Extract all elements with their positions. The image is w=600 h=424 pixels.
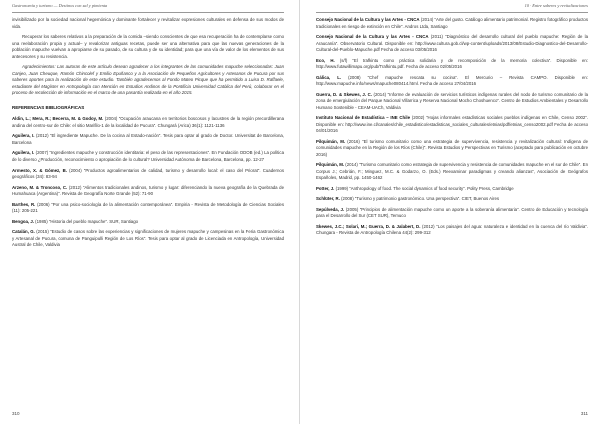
reference-authors: Armesto, X. & Gómez, B. [12, 167, 67, 173]
reference-text: (2015) “Estudio de casos sobre las experiencias y significaciones de mujeres mapuche y campesinas en la Feria Gastronómica y Artesanal de Pucura, comuna de Panguipulli Región de Los Ríos”. Tesis para optar al grado de Licenciada en Antropología, Universidad Austral de Chile, Valdivia [12, 229, 284, 248]
references-heading: REFERENCIAS BIBLIOGRÁFICAS [12, 104, 85, 110]
reference-text: (2014) “Arte del gusto. Catálogo alimentario patrimonial. Registro fotográfico productos tradicionales en riesgo de extinción en Chile”. Andros Ltda, Santiago [316, 17, 588, 29]
reference-entry [316, 17, 588, 30]
reference-text: (2016) “El turismo comunitario como una estrategia de supervivencia, resistencia y revitalización cultural: Indígena de comunidades mapuche en la Región de los Ríos (Chile)”. Revista Estudios y Perspectivas en Turismo (aceptado para publicación en octubre 2016) [316, 138, 588, 157]
reference-authors: Catalán, G. [12, 229, 35, 235]
paragraph: Recuperar los saberes relativos a la preparación de la comida –siendo conscientes de que esa recuperación ha de contemplarse como una reelaboración propia y actual– y revalorizar antiguas recetas, puede ser una alternativa para que las nuevas generaciones de la población mapuche vuelvan a apropiarse de su pasado, de su cultura y de su identidad; para que una vía de valor de los elementos de sus antecesores y su resistencia. [12, 34, 284, 59]
reference-text: (2008) “Turismo y patrimonio gastronómico. Una perspectiva”. CIET, Buenos Aires [339, 196, 500, 202]
reference-entry [316, 207, 588, 220]
right-page-body [316, 17, 588, 241]
reference-entry [12, 150, 284, 163]
reference-entry [316, 224, 588, 237]
left-page-body [12, 17, 284, 253]
reference-entry [316, 196, 588, 203]
reference-list [316, 17, 588, 237]
reference-authors: Consejo Nacional de la Cultura y las Artes - CNCA [316, 34, 429, 40]
right-page-number: 311 [580, 411, 588, 416]
reference-entry [12, 229, 284, 249]
reference-authors: Eco, H. [316, 57, 335, 63]
reference-text: (2012) “Alimentos tradicionales andinos, turismo y lugar: diferenciando la nueva geografía de la Quebrada de Humahuaca (Argentina)”. Revista de Geografía Norte Grande (52): 71-90 [12, 184, 285, 197]
reference-authors: Schlüter, R. [316, 196, 340, 202]
reference-entry [316, 115, 588, 135]
right-page [300, 0, 600, 424]
reference-entry [316, 162, 588, 182]
reference-text: (2011) “Diagnóstico del desarrollo cultural del pueblo mapuche: Región de la Araucanía”. Observatorio Cultural. Disponible en: http://www.cultura.gob.cl/wp-content/uploads/2013/08/Estudio-Diagnostico-del-Desarrollo-Cultural-del-Pueblo-Mapuche.pdf Fecha de acceso 03/05/2016 [316, 34, 589, 53]
reference-text: (2005) “Principios de alimentación mapuche como un aporte a la soberanía alimentaria”. Centro de Educación y tecnología para el Desarrollo del Sur (CET SUR), Temuco [316, 206, 589, 219]
reference-text: (2012) “El ingrediente Mapuche. De la cocina al Estado-nación”. Tesis para optar al grado de Doctor. Universitat de Barcelona, Barcelona [12, 133, 284, 145]
reference-entry [316, 186, 588, 193]
reference-authors: Pilquimán, M. [316, 138, 346, 144]
paragraph: invisibilizado por la sociedad nacional hegemónica y dominante fortalecer y revitalizar expresiones culturales en defensa de sus modos de vida. [12, 17, 284, 29]
reference-text: (s/f) “El trafkintu como práctica solidaria y de recomposición de la memoria colectiva”. Disponible en: http://www.futawillimapu.org/pub/Trafkintu.pdf. Fecha de acceso 02/05/2016 [316, 57, 589, 70]
reference-list [12, 116, 284, 248]
reference-text: (2006) “Por una psico-sociología de la alimentación contemporánea”. Empiria - Revista de Metodología de Ciencias Sociales (11): 205-221 [12, 201, 284, 214]
reference-authors: Aguilera, I. [12, 150, 35, 156]
reference-text: (1985) “Historia del pueblo mapuche”. SUR, Santiago [33, 218, 139, 224]
reference-text: (2004) “Productos agroalimentarios de calidad, turismo y desarrollo local: el caso del Priorat”. Cuadernos geográficos (34): 83-94 [12, 167, 284, 180]
reference-entry [12, 168, 284, 181]
reference-entry [12, 185, 284, 198]
reference-authors: Skewes, J.C.; Solari, M.; Guerra, D. & Jalabert, D. [316, 223, 421, 229]
left-running-header: Gastronomía y turismo — Destinos con sal y pimienta [12, 3, 108, 8]
reference-authors: Barthes, R. [12, 201, 36, 207]
reference-text: (2004) “Ocupación araucana en territorios boscosos y lacustres de la región precordillerana andina del centro-sur de Chile: el sitio Marifilo-1 de la localidad de Pucura”. Chungará (Arica) 36(1): 1121-1136 [12, 116, 284, 128]
reference-entry [12, 133, 284, 146]
reference-text: (2002) “Hojas informales estadísticas sociales pueblos indígenas en Chile, Censo 2002”. Disponible en: http://www.ine.cl/canales/chile_estadistico/estadisticas_sociales_culturales/etnias/pdf/etnias_censo2002.pdf Fecha de acceso 04/01/2016 [316, 115, 588, 134]
reference-authors: Pilquimán, M. [316, 162, 345, 168]
reference-text: (2012) “Los paisajes del agua: naturaleza e identidad en la cuenca del río Valdivia”. Chungara - Revista de Antropología Chilena 44(2): 299-312 [316, 223, 588, 236]
right-running-header: 10 · Entre saberes y revitalizaciones [524, 3, 588, 8]
reference-authors: Aguilera, I. [12, 133, 35, 139]
reference-text: (2008) “Chef mapuche rescata su cocina”. El Mercurio – Revista CAMPO. Disponible en: http://www.mapuche.info/news/mapuche080414.html. Fecha de acceso 27/04/2016 [316, 74, 588, 87]
reference-entry [316, 34, 588, 54]
reference-authors: Bengoa, J. [12, 218, 34, 224]
reference-entry [316, 139, 588, 159]
left-header-rule [12, 12, 284, 13]
reference-entry [12, 219, 284, 226]
reference-authors: Sepúlveda, J. [316, 206, 345, 212]
reference-authors: Gálica, L. [316, 74, 342, 80]
reference-entry [316, 92, 588, 112]
reference-text: (2007) “Ingredientes mapuche y construcción identitaria: el peso de las representaciones”. En Fundación ODOB (ed.) La política de lo diverso ¿Producción, reconocimiento o apropiación de lo cultural? Universidad Autónoma de Barcelona, Barcelona, pp. 12-27 [12, 150, 284, 162]
acknowledgements-paragraph: Agradecimientos: Las autoras de este artículo desean agradecer a los integrantes de las comunidades mapuche seleccionadas: Juan Canjeo, Juan Cheuque, Ramón Chincolef y Emilio Epuñanco y a la Asociación de Pequeños Agricultores y Artesanos de Pucura por sus saberes aportes para la realización de este estudio. También agradecemos al Fondo Mateo Picque que ha permitido a Luisa D. Raffaele, estudiante del Magíster en Antropología con Mención en Estudios Andinos de la Pontificia Universidad Católica del Perú, colaborar en el proceso de recolección de información en el marco de una pasantía realizada en el año 2015. [12, 64, 284, 96]
reference-entry [12, 116, 284, 129]
right-header-rule [316, 12, 588, 13]
reference-text: (2014) “Turismo comunitario como estrategia de supervivencia y resistencia de comunidades mapuche en el sur de Chile”. En Corpus J.; Cebrián, F.; Minguez, M.C. & Godarzo, O. (Eds.) Reexaminar paradigmas y creando alianzas”, Asociación de Geógrafos Españoles, Madrid, pp. 1450-1462 [316, 162, 588, 181]
reference-authors: Potter, J. [316, 185, 335, 191]
reference-authors: Consejo Nacional de la Cultura y las Artes - CNCA [316, 17, 420, 22]
reference-entry [12, 202, 284, 215]
reference-text: (2014) “Informe de evaluación de servicios turísticos indígenas rurales del nodo de turismo comunitario de la zona de emergiulación del Parque Nacional Villarrica y Reserva Nacional Mocho Choshuenco”. Centro de Estudios Ambientales y Desarrollo Humano Sostenible - CEAM-UACh, Valdivia [316, 91, 588, 110]
reference-entry [316, 75, 588, 88]
reference-authors: Arzeno, M. & Troncoso, C. [12, 184, 68, 190]
reference-text: (1999) “Anthropology of food. The social dynamics of food security”. Polity Press, Cambridge [334, 185, 514, 191]
reference-authors: Guerra, D. & Skewes, J. C. [316, 91, 372, 97]
reference-authors: Instituto Nacional de Estadística – INE Chile [316, 115, 411, 121]
left-page-number: 310 [12, 411, 20, 416]
reference-authors: Aldin, L.; Mera, R.; Becerra, M. & Godoy, M. [12, 116, 104, 122]
reference-entry [316, 58, 588, 71]
